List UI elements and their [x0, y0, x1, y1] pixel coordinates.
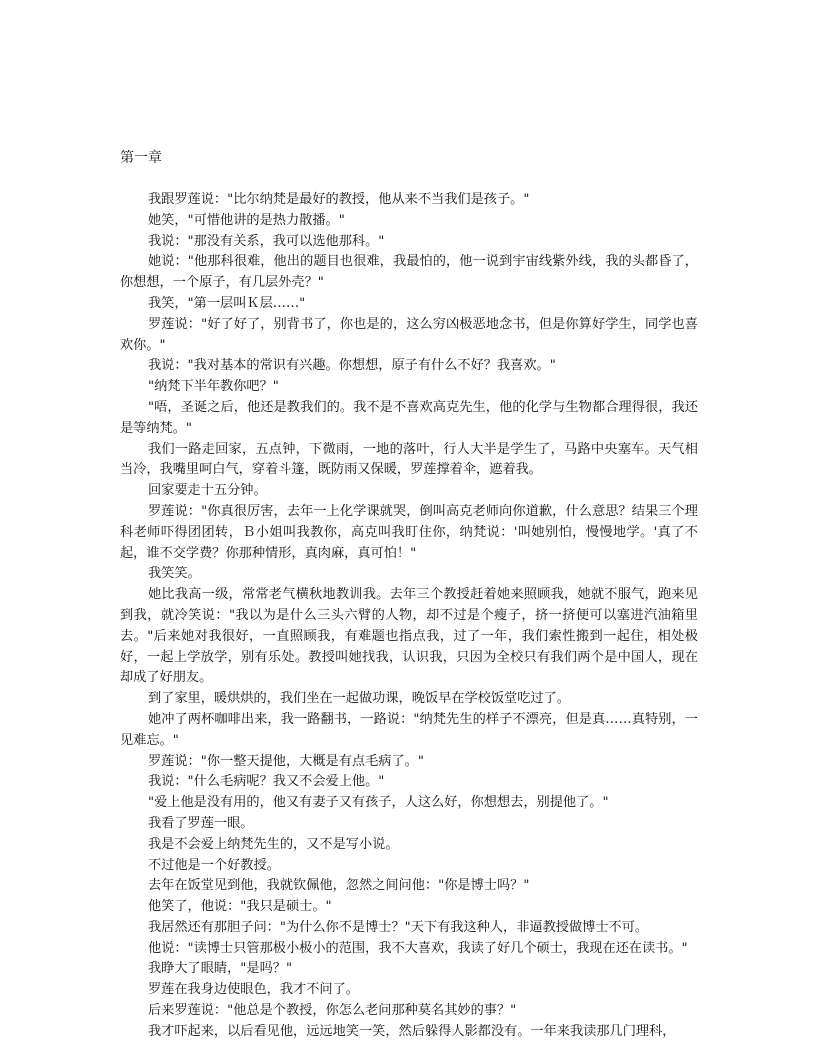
paragraph: 我说："什么毛病呢？我又不会爱上他。" — [148, 774, 385, 790]
paragraph: 我才吓起来，以后看见他，远远地笑一笑，然后躲得人影都没有。一年来我读那几门理科， — [148, 1023, 676, 1039]
paragraph: 他说："读博士只管那极小极小的范围，我不大喜欢，我读了好几个硕士，我现在还在读书。" — [148, 940, 688, 956]
paragraph: 我跟罗莲说："比尔纳梵是最好的教授，他从来不当我们是孩子。" — [148, 192, 530, 207]
paragraph: 罗莲说："好了好了，别背书了，你也是的，这么穷凶极恶地念书，但是你算好学生，同学也喜欢你。" — [120, 316, 698, 353]
paragraph: 她冲了两杯咖啡出来，我一路翻书，一路说："纳梵先生的样子不漂亮，但是真……真特别，一见难忘。" — [120, 711, 698, 748]
paragraph: "爱上他是没有用的，他又有妻子又有孩子，人这么好，你想想去，别提他了。" — [148, 795, 609, 811]
paragraph: 我居然还有那胆子问："为什么你不是博士？"天下有我这种人，非逼教授做博士不可。 — [148, 919, 649, 935]
paragraph: 我笑，"第一层叫Ｋ层……" — [148, 295, 306, 311]
paragraph: 她笑，"可惜他讲的是热力散播。" — [148, 212, 345, 228]
paragraph: 罗莲在我身边使眼色，我才不问了。 — [148, 982, 359, 998]
paragraph: 我睁大了眼睛，"是吗？" — [148, 961, 293, 977]
paragraph: 她比我高一级，常常老气横秋地教训我。去年三个教授赶着她来照顾我，她就不服气，跑来见到我，就冷笑说："我以为是什么三头六臂的人物，却不过是个瘦子，挤一挤便可以塞进汽油箱里去。"后来她对我很好，一直照顾我，有难题也指点我，过了一年，我们索性搬到一起住，相处极好，一起上学放学，别有乐处。教授叫她找我，认识我，只因为全校只有我们两个是中国人，现在却成了好朋友。 — [120, 587, 698, 686]
paragraph: 罗莲说："你一整天提他，大概是有点毛病了。" — [148, 753, 424, 769]
paragraph: 去年在饭堂见到他，我就钦佩他，忽然之间问他："你是博士吗？" — [148, 878, 530, 894]
paragraph: 我是不会爱上纳梵先生的，又不是写小说。 — [148, 836, 399, 852]
paragraph: 我笑笑。 — [148, 566, 201, 582]
paragraph: 他笑了，他说："我只是硕士。" — [148, 899, 332, 915]
paragraph: 不过他是一个好教授。 — [148, 857, 280, 873]
paragraph: 我说："我对基本的常识有兴趣。你想想，原子有什么不好？我喜欢。" — [148, 358, 556, 374]
paragraph: 回家要走十五分钟。 — [148, 483, 267, 499]
paragraph: "唔，圣诞之后，他还是教我们的。我不是不喜欢高克先生，他的化学与生物都合理得很，我还是等纳梵。" — [120, 399, 698, 436]
paragraph: 她说："他那科很难，他出的题目也很难，我最怕的，他一说到宇宙线紫外线，我的头都昏了，你想想，一个原子，有几层外壳？" — [120, 254, 698, 291]
paragraph: 后来罗莲说："他总是个教授，你怎么老问那种莫名其妙的事？" — [148, 1003, 517, 1019]
paragraph: "纳梵下半年教你吧？" — [148, 379, 279, 395]
paragraph: 罗莲说："你真很厉害，去年一上化学课就哭，倒叫高克老师向你道歉，什么意思？结果三个理科老师吓得团团转，Ｂ小姐叫我教你，高克叫我盯住你，纳梵说：'叫她别怕，慢慢地学。'真了不起，谁不交学费？你那种情形，真肉麻，真可怕！" — [120, 503, 698, 561]
chapter-title: 第一章 — [120, 150, 162, 166]
document-page — [120, 148, 698, 1043]
paragraph: 到了家里，暖烘烘的，我们坐在一起做功课，晚饭早在学校饭堂吃过了。 — [148, 691, 570, 707]
paragraph: 我们一路走回家，五点钟，下微雨，一地的落叶，行人大半是学生了，马路中央塞车。天气相当冷，我嘴里呵白气，穿着斗篷，既防雨又保暖，罗莲撑着伞，遮着我。 — [120, 441, 698, 478]
paragraph: 我看了罗莲一眼。 — [148, 815, 254, 831]
paragraph: 我说："那没有关系，我可以选他那科。" — [148, 233, 385, 249]
